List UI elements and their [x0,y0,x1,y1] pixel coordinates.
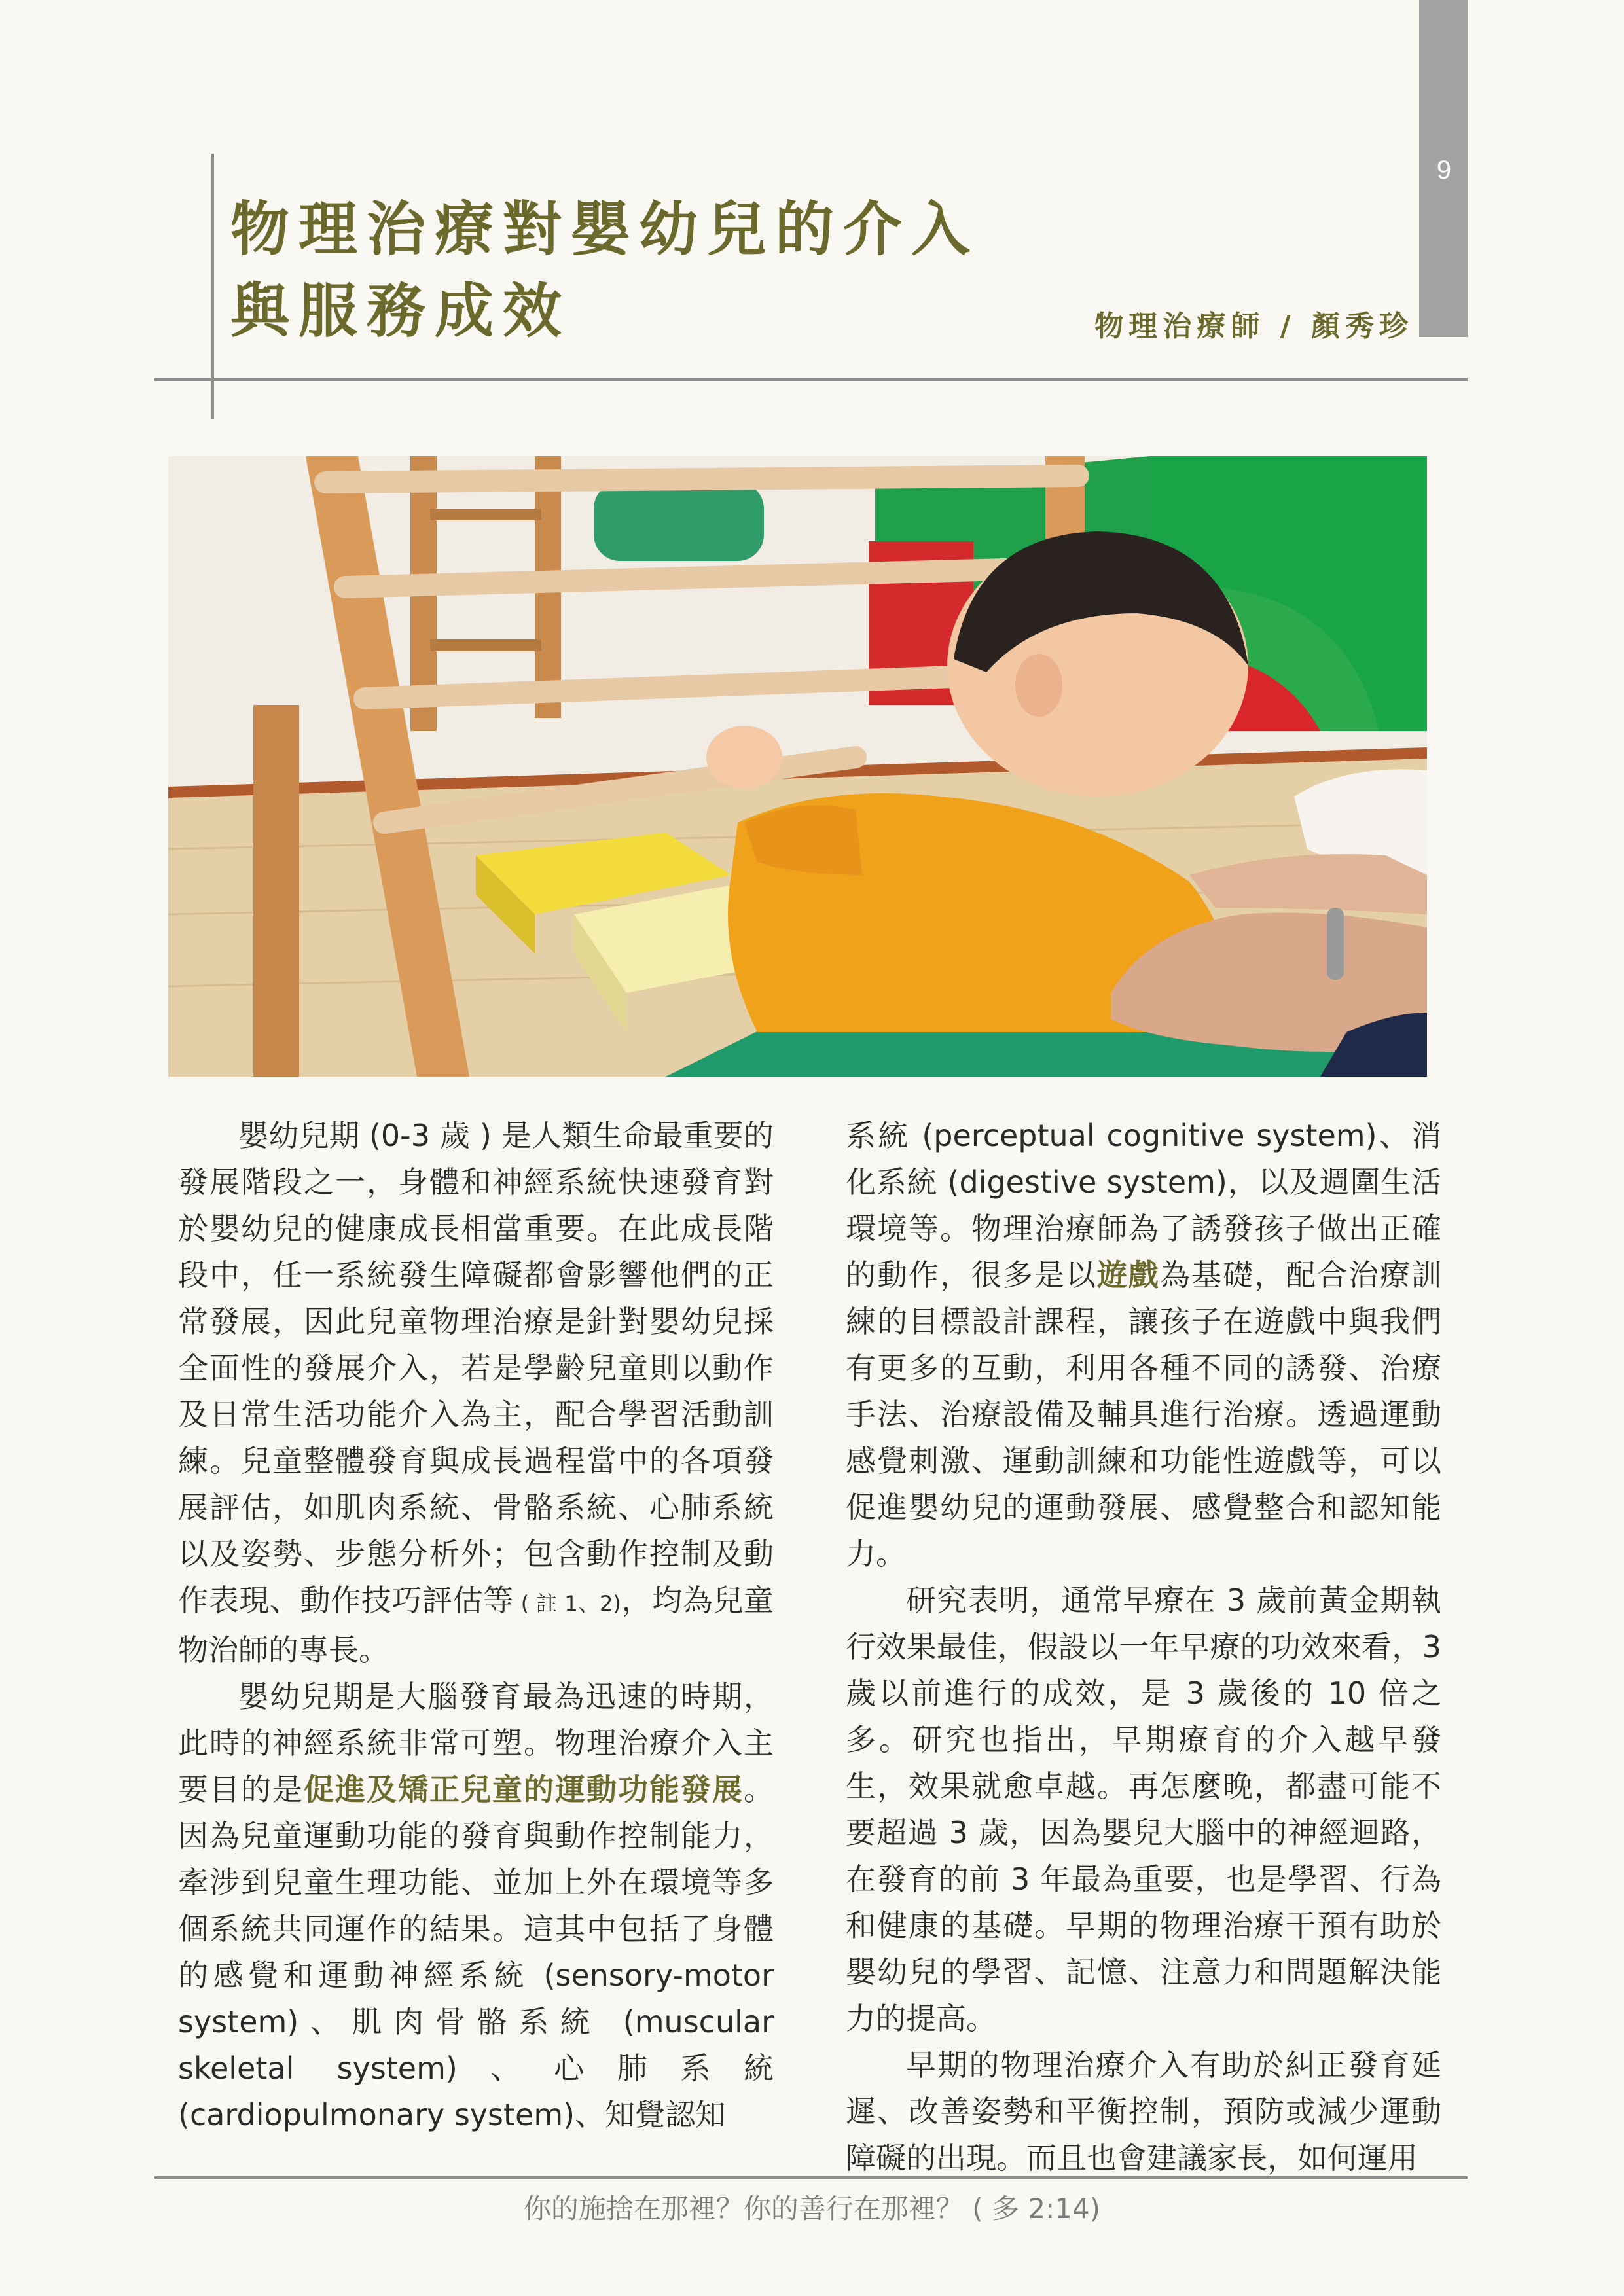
article-title [230,188,979,352]
paragraph-text: 嬰幼兒期 (0-3 歲 ) 是人類生命最重要的發展階段之一，身體和神經系統快速發育對於嬰幼兒的健康成長相當重要。在此成長階段中，任一系統發生障礙都會影響他們的正常發展，因此兒童物理治療是針對嬰幼兒採全面性的發展介入，若是學齡兒童則以動作及日常生活功能介入為主，配合學習活動訓練。兒童整體發育與成長過程當中的各項發展評估，如肌肉系統、骨骼系統、心肺系統以及姿勢、步態分析外；包含動作控制及動作表現、動作技巧評估等 [178,1118,774,1618]
article-title-line2: 與服務成效 [230,277,571,346]
paragraph-text: 。因為兒童運動功能的發育與動作控制能力，牽涉到兒童生理功能、並加上外在環境等多個系統共同運作的結果。這其中包括了身體的感覺和運動神經系統 (sensory-motor system)、肌肉骨骼系統 (muscular skeletal system)、心肺系統 (cardiopulmonary system)、知覺認知 [178,1772,774,2132]
article-photo [168,456,1427,1077]
paragraph [178,1113,774,1674]
photo-illustration [168,456,1427,1077]
article-author: 物理治療師 / 顏秀珍 [1094,310,1413,343]
body-column-left [178,1113,774,2138]
highlighted-text: 遊戲 [1097,1257,1160,1293]
paragraph: 研究表明，通常早療在 3 歲前黃金期執行效果最佳，假設以一年早療的功效來看，3 歲以前進行的成效，是 3 歲後的 10 倍之多。研究也指出，早期療育的介入越早發生，效果就愈卓越。再怎麼晚，都盡可能不要超過 3 歲，因為嬰兒大腦中的神經迴路，在發育的前 3 年最為重要，也是學習、行為和健康的基礎。早期的物理治療干預有助於嬰幼兒的學習、記憶、注意力和問題解決能力的提高。 [846,1583,1441,2036]
paragraph [178,1674,774,2138]
paragraph-text: ，均為兒童物治師的專長。 [178,1583,774,1668]
footnote-ref: ( 註 1、2) [513,1591,621,1616]
paragraph-text: 為基礎，配合治療訓練的目標設計課程，讓孩子在遊戲中與我們有更多的互動，利用各種不同的誘發、治療手法、治療設備及輔具進行治療。透過運動感覺刺激、運動訓練和功能性遊戲等，可以促進嬰幼兒的運動發展、感覺整合和認知能力。 [846,1257,1441,1571]
paragraph: 早期的物理治療介入有助於糾正發育延遲、改善姿勢和平衡控制，預防或減少運動障礙的出現。而且也會建議家長，如何運用 [846,2047,1441,2176]
page-number: 9 [1436,156,1452,185]
footer-verse: 你的施捨在那裡？你的善行在那裡？ ( 多 2:14) [523,2193,1101,2225]
body-column-right [846,1113,1441,2181]
paragraph [846,1113,1441,1577]
highlighted-text: 促進及矯正兒童的運動功能發展 [304,1772,744,1807]
footer-rule [154,2176,1468,2179]
header-rule [154,378,1468,381]
article-title-line1: 物理治療對嬰幼兒的介入 [230,195,979,264]
paragraph-text: 系統 (perceptual cognitive system)、消化系統 (digestive system)，以及週圍生活環境等。物理治療師為了誘發孩子做出正確的動作，很多是以 [846,1118,1441,1293]
paragraph-text: 嬰幼兒期是大腦發育最為迅速的時期，此時的神經系統非常可塑。物理治療介入主要目的是 [178,1679,774,1807]
